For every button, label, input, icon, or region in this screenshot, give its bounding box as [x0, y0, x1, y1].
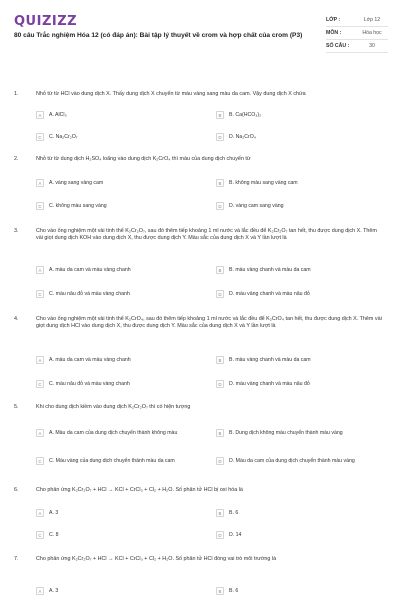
option-a[interactable] [36, 264, 184, 276]
option-letter: D [216, 457, 224, 465]
page-header [0, 0, 400, 70]
option-letter: A [36, 587, 44, 595]
option-c[interactable] [36, 529, 184, 541]
option-letter: A [36, 179, 44, 187]
option-text: A. màu da cam và màu vàng chanh [49, 266, 131, 273]
option-text: A. Màu da cam của dung dịch chuyển thành không màu [49, 429, 178, 436]
meta-value: Lớp 12 [363, 17, 381, 23]
option-text: B. màu vàng chanh và màu da cam [229, 356, 311, 363]
meta-key: SỐ CÂU : [326, 43, 350, 49]
page-title: 80 câu Trắc nghiệm Hóa 12 (có đáp án): Bài tập lý thuyết về crom và hợp chất của crom (P3) [14, 32, 303, 39]
option-text: B. Ca(HCO₃)₂ [229, 111, 262, 118]
option-a[interactable] [36, 424, 184, 442]
meta-row-class [326, 14, 388, 27]
option-text: A. vàng sang vàng cam [49, 179, 104, 186]
option-d[interactable] [216, 288, 364, 300]
option-letter: C [36, 457, 44, 465]
meta-value: Hóa học [362, 30, 382, 36]
option-text: A. AlCl₃ [49, 111, 67, 118]
question-text: Cho phản ứng K₂Cr₂O₇ + HCl → KCl + CrCl₃ + Cl₂ + H₂O. Số phân tử HCl bị oxi hóa là [36, 487, 243, 493]
question-number: 5. [14, 404, 19, 410]
question-2 [14, 156, 386, 216]
question-text: Cho vào ống nghiệm một vài tinh thể K₂Cr₂O₇, sau đó thêm tiếp khoảng 1 ml nước và lắc đều để K₂Cr₂O₇ tan hết, thu được dung dịch X. Thêm vài giọt dung dịch KOH vào dung dịch X, thu được dung dịch Y. Màu sắc của dung dịch X và Y lần lượt là [36, 228, 377, 242]
option-c[interactable] [36, 131, 184, 143]
option-b[interactable] [216, 585, 364, 597]
option-letter: B [216, 509, 224, 517]
option-text: C. Màu vàng của dung dịch chuyển thành màu da cam [49, 457, 175, 464]
option-c[interactable] [36, 378, 184, 390]
option-letter: B [216, 587, 224, 595]
option-letter: D [216, 290, 224, 298]
option-c[interactable] [36, 288, 184, 300]
option-letter: A [36, 111, 44, 119]
question-6 [14, 487, 386, 547]
option-d[interactable] [216, 378, 364, 390]
option-letter: C [36, 380, 44, 388]
option-letter: D [216, 380, 224, 388]
option-letter: D [216, 133, 224, 141]
option-text: B. 6 [229, 587, 239, 594]
question-4 [14, 316, 386, 396]
question-5 [14, 404, 386, 480]
option-a[interactable] [36, 507, 184, 519]
question-1 [14, 91, 386, 151]
question-number: 4. [14, 316, 19, 322]
option-a[interactable] [36, 177, 184, 189]
meta-key: LỚP : [326, 17, 341, 23]
option-letter: B [216, 356, 224, 364]
option-text: B. 6 [229, 509, 239, 516]
option-text: B. màu vàng chanh và màu da cam [229, 266, 311, 273]
option-text: A. 3 [49, 509, 59, 516]
option-letter: C [36, 202, 44, 210]
question-text: Khi cho dung dịch kiềm vào dung dịch K₂Cr₂O₇ thì có hiện tượng [36, 404, 191, 410]
option-b[interactable] [216, 109, 364, 121]
option-text: A. màu da cam và màu vàng chanh [49, 356, 131, 363]
question-number: 3. [14, 228, 19, 234]
option-text: A. 3 [49, 587, 59, 594]
question-text: Nhỏ từ từ HCl vào dung dịch X. Thấy dung dịch X chuyển từ màu vàng sang màu da cam. Vậy dung dịch X chứa [36, 91, 306, 97]
question-number: 1. [14, 91, 19, 97]
option-text: C. màu nâu đỏ và màu vàng chanh [49, 380, 130, 387]
option-text: D. 14 [229, 531, 242, 538]
option-text: D. màu vàng chanh và màu nâu đỏ [229, 380, 310, 387]
question-number: 2. [14, 156, 19, 162]
option-c[interactable] [36, 200, 184, 212]
quizizz-logo: QUIZIZZ [14, 14, 78, 29]
option-letter: A [36, 509, 44, 517]
option-b[interactable] [216, 354, 364, 366]
option-a[interactable] [36, 109, 184, 121]
option-letter: A [36, 266, 44, 274]
question-text: Nhỏ từ từ dung dịch H₂SO₄ loãng vào dung dịch K₂CrO₄ thì màu của dung dịch chuyển từ [36, 156, 251, 162]
option-letter: B [216, 111, 224, 119]
meta-row-subject [326, 27, 388, 40]
option-text: D. vàng cam sang vàng [229, 202, 284, 209]
option-b[interactable] [216, 264, 364, 276]
meta-value: 30 [369, 43, 375, 49]
option-letter: B [216, 429, 224, 437]
option-letter: C [36, 531, 44, 539]
option-b[interactable] [216, 427, 364, 439]
option-letter: B [216, 266, 224, 274]
option-letter: C [36, 133, 44, 141]
option-text: B. Dung dịch không màu chuyển thành màu vàng [229, 429, 343, 436]
option-letter: B [216, 179, 224, 187]
question-text: Cho phản ứng K₂Cr₂O₇ + HCl → KCl + CrCl₃ + Cl₂ + H₂O. Số phân tử HCl đóng vai trò môi trường là [36, 556, 277, 562]
option-text: D. màu vàng chanh và màu nâu đỏ [229, 290, 310, 297]
option-b[interactable] [216, 177, 364, 189]
option-text: D. Màu da cam của dung dịch chuyển thành màu vàng [229, 457, 355, 464]
question-7 [14, 556, 386, 600]
option-d[interactable] [216, 452, 364, 470]
option-text: C. 8 [49, 531, 59, 538]
option-letter: D [216, 202, 224, 210]
option-d[interactable] [216, 131, 364, 143]
option-letter: D [216, 531, 224, 539]
option-a[interactable] [36, 585, 184, 597]
option-letter: A [36, 356, 44, 364]
question-3 [14, 228, 386, 308]
option-a[interactable] [36, 354, 184, 366]
option-c[interactable] [36, 452, 184, 470]
option-letter: C [36, 290, 44, 298]
meta-key: MÔN : [326, 30, 342, 36]
option-text: C. không màu sang vàng [49, 202, 107, 209]
meta-row-count [326, 40, 388, 53]
option-text: C. màu nâu đỏ và màu vàng chanh [49, 290, 130, 297]
option-b[interactable] [216, 507, 364, 519]
option-text: D. Na₂CrO₄ [229, 133, 256, 140]
option-text: C. Na₂Cr₂O₇ [49, 133, 78, 140]
option-d[interactable] [216, 529, 364, 541]
option-letter: A [36, 429, 44, 437]
question-number: 6. [14, 487, 19, 493]
question-number: 7. [14, 556, 19, 562]
option-text: B. không màu sang vàng cam [229, 179, 298, 186]
option-d[interactable] [216, 200, 364, 212]
meta-table [326, 14, 388, 53]
question-text: Cho vào ống nghiệm một vài tinh thể K₂CrO₄, sau đó thêm tiếp khoảng 1 ml nước và lắc đều để K₂CrO₄ tan hết, thu được dung dịch X. Thêm vài giọt dung dịch HCl vào dung dịch X, thu được dung dịch Y. Màu sắc của dung dịch X và Y lần lượt là [36, 316, 382, 330]
